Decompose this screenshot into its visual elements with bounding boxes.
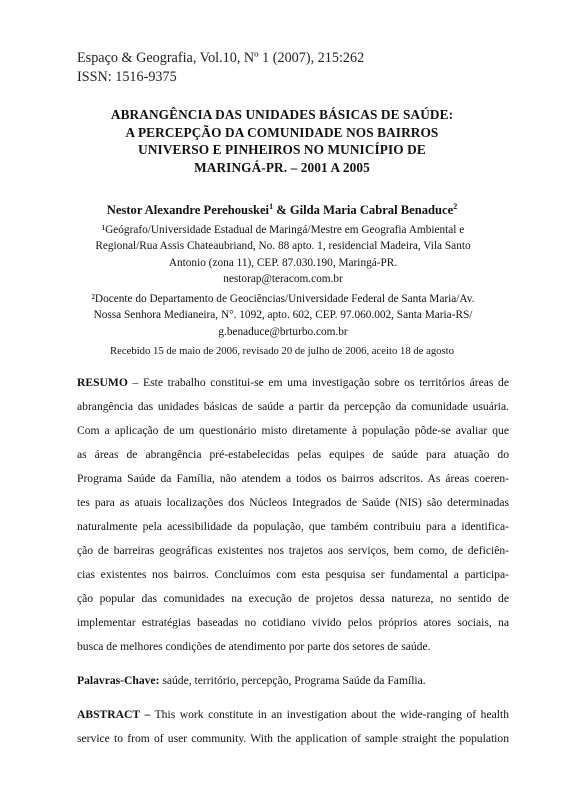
title-line: MARINGÁ-PR. – 2001 A 2005 <box>194 159 370 175</box>
affiliation-line: ¹Geógrafo/Universidade Estadual de Maringá/Mestre em Geografia Ambiental e <box>101 224 465 236</box>
resumo-line: busca de melhores condições de atendimento por parte dos setores de saúde. <box>77 640 431 653</box>
abstract-line: service to from of user community. With the application of sample straight the population <box>77 732 509 745</box>
author-list <box>60 199 504 218</box>
author-name: Nestor Alexandre Perehouskei <box>106 203 270 218</box>
resumo-text: – Este trabalho constitui-se em uma investigação sobre os territórios áreas de <box>127 376 509 389</box>
title-line: ABRANGÊNCIA DAS UNIDADES BÁSICAS DE SAÚDE: <box>110 107 454 122</box>
affiliation-email: nestorap@teracom.com.br <box>223 272 343 285</box>
journal-issn: ISSN: 1516-9375 <box>77 69 177 85</box>
author-name: Gilda Maria Cabral Benaduce <box>289 203 454 218</box>
keywords-label: Palavras-Chave: <box>77 674 160 687</box>
abstract-text: This work constitute in an investigation about the wide-ranging of health <box>150 708 509 721</box>
journal-header <box>77 49 364 87</box>
keywords-text: saúde, território, percepção, Programa Saúde da Família. <box>159 674 426 687</box>
resumo-line <box>77 372 509 394</box>
resumo-line: abrangência das unidades básicas de saúde a partir da percepção da comunidade usuária. <box>77 400 509 413</box>
resumo-line: Com a aplicação de um questionário misto diretamente à população pôde-se avaliar que <box>77 424 509 437</box>
resumo-line: naturalmente pela acessibilidade da população, que também contribuiu para a identifica- <box>77 520 509 533</box>
resumo-line: implementar estratégias baseadas no cotidiano vivido pelos próprios atores sociais, na <box>77 616 509 629</box>
affiliation-email: g.benaduce@brturbo.com.br <box>218 325 348 338</box>
resumo-line: ção popular das comunidades na execução de projetos dessa natureza, no sentido de <box>77 592 509 605</box>
resumo-line: tes para as atuais localizações dos Núcleos Integrados de Saúde (NIS) são determinadas <box>77 496 509 509</box>
affiliation-2 <box>68 291 498 340</box>
journal-citation: Espaço & Geografia, Vol.10, Nº 1 (2007), 215:262 <box>77 50 365 66</box>
abstract-label: ABSTRACT – <box>77 708 151 721</box>
resumo-line: cias existentes nos bairros. Concluímos com esta pesquisa ser fundamental a participa- <box>77 568 509 581</box>
affiliation-marker: 2 <box>453 202 458 211</box>
title-line: UNIVERSO E PINHEIROS NO MUNICÍPIO DE <box>138 142 426 157</box>
affiliation-line: Regional/Rua Assis Chateaubriand, No. 88 apto. 1, residencial Madeira, Vila Santo <box>95 240 471 253</box>
affiliation-line: ²Docente do Departamento de Geociências/Universidade Federal de Santa Maria/Av. <box>91 293 475 305</box>
resumo-label: RESUMO <box>77 376 128 389</box>
affiliation-line: Antonio (zona 11), CEP. 87.030.190, Maringá-PR. <box>168 256 398 269</box>
keywords-line <box>77 670 509 692</box>
received-dates: Recebido 15 de maio de 2006, revisado 20 de julho de 2006, aceito 18 de agosto <box>110 345 454 357</box>
author-separator: & <box>273 203 290 218</box>
affiliation-1 <box>68 222 498 287</box>
affiliation-line: Nossa Senhora Medianeira, N°. 1092, apto. 602, CEP. 97.060.002, Santa Maria-RS/ <box>93 309 473 322</box>
resumo-line: as áreas de abrangência pré-estabelecidas pelas equipes de saúde para atuação do <box>77 448 509 461</box>
article-title <box>60 106 504 176</box>
resumo-line: ção de barreiras geográficas existentes nos trajetos aos serviços, bem como, de deficiên- <box>77 544 509 557</box>
resumo-line: Programa Saúde da Família, não atendem a todos os bairros adscritos. As áreas coeren- <box>77 472 509 485</box>
abstract-line <box>77 704 509 726</box>
affiliation-marker: 1 <box>269 202 274 211</box>
title-line: A PERCEPÇÃO DA COMUNIDADE NOS BAIRROS <box>125 124 439 140</box>
